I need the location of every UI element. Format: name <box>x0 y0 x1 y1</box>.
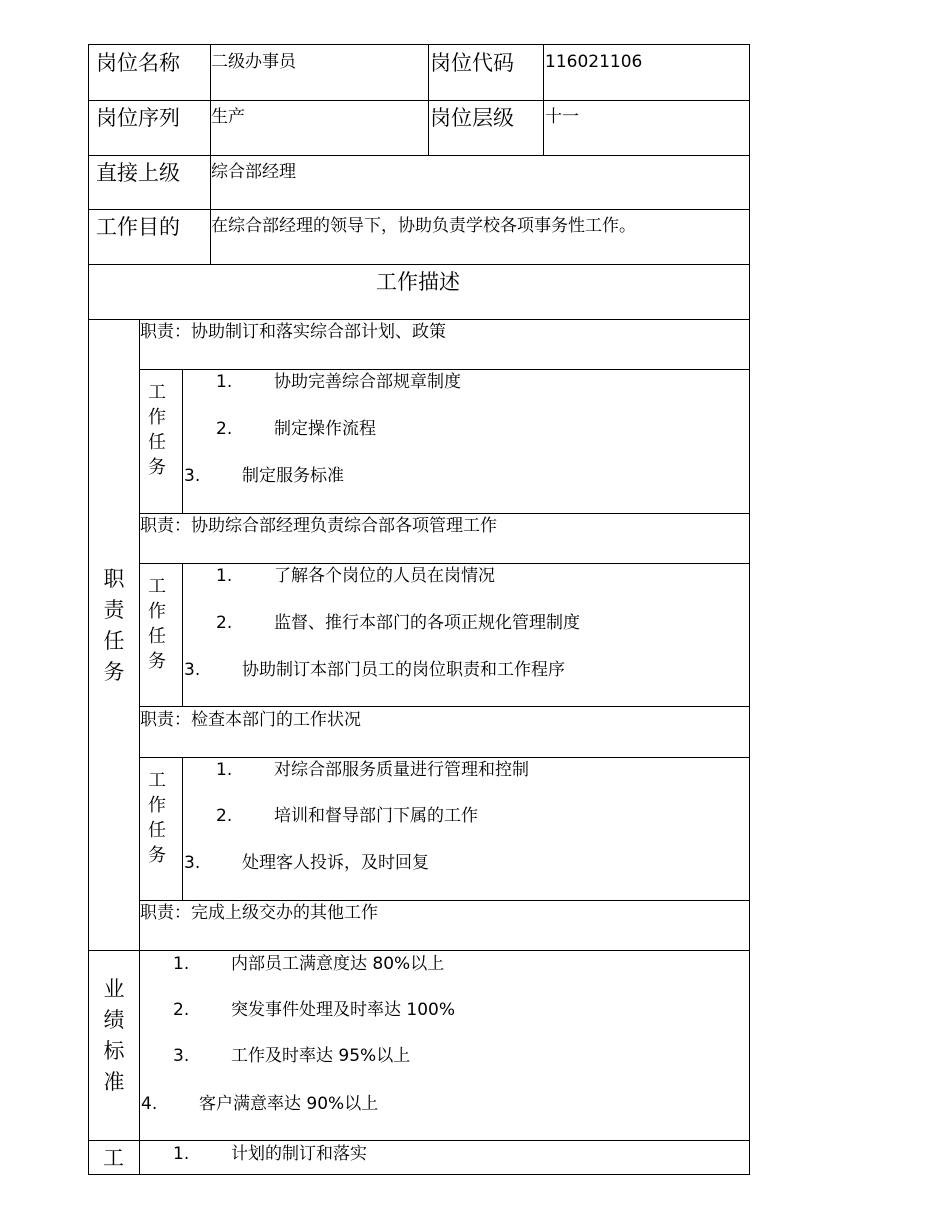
task-text: 制定操作流程 <box>274 419 376 439</box>
description-title: 工作描述 <box>376 270 460 294</box>
task-text: 协助完善综合部规章制度 <box>274 372 461 392</box>
task-text: 监督、推行本部门的各项正规化管理制度 <box>274 613 580 633</box>
task-number: 1. <box>216 372 233 392</box>
performance-text: 客户满意率达 90%以上 <box>199 1094 379 1114</box>
task-text: 制定服务标准 <box>242 466 344 486</box>
task-label: 工作任务 <box>148 382 166 478</box>
task-text: 处理客人投诉，及时回复 <box>242 853 429 873</box>
supervisor-value: 综合部经理 <box>211 162 296 182</box>
duties-label: 职责任务 <box>103 567 125 684</box>
task-number: 3. <box>184 853 201 873</box>
performance-text: 内部员工满意度达 80%以上 <box>231 954 445 974</box>
position-level-value: 十一 <box>545 107 579 127</box>
task-number: 2. <box>216 613 233 633</box>
supervisor-label: 直接上级 <box>96 161 180 185</box>
task-label: 工作任务 <box>148 576 166 672</box>
task-text: 对综合部服务质量进行管理和控制 <box>274 760 529 780</box>
task-number: 2. <box>216 806 233 826</box>
duty-title: 职责：协助综合部经理负责综合部各项管理工作 <box>140 516 497 536</box>
duty-title: 职责：协助制订和落实综合部计划、政策 <box>140 322 446 342</box>
position-code-label: 岗位代码 <box>430 51 514 75</box>
position-name-label: 岗位名称 <box>96 51 180 75</box>
position-code-value: 116021106 <box>545 52 643 72</box>
position-level-label: 岗位层级 <box>430 106 514 130</box>
task-number: 3. <box>184 466 201 486</box>
duty-title: 职责：检查本部门的工作状况 <box>140 710 361 730</box>
task-text: 培训和督导部门下属的工作 <box>274 806 478 826</box>
last-section-label: 工 <box>103 1146 124 1170</box>
last-section-number: 1. <box>173 1144 190 1164</box>
performance-number: 2. <box>173 1000 190 1020</box>
last-section-text: 计划的制订和落实 <box>231 1144 367 1164</box>
duty-title: 职责：完成上级交办的其他工作 <box>140 903 378 923</box>
performance-number: 1. <box>173 954 190 974</box>
task-label: 工作任务 <box>148 770 166 866</box>
performance-text: 工作及时率达 95%以上 <box>231 1046 411 1066</box>
task-number: 2. <box>216 419 233 439</box>
performance-text: 突发事件处理及时率达 100% <box>231 1000 456 1020</box>
performance-label: 业绩标准 <box>103 977 125 1094</box>
position-name-value: 二级办事员 <box>211 52 296 72</box>
performance-number: 4. <box>141 1094 158 1114</box>
task-text: 协助制订本部门员工的岗位职责和工作程序 <box>242 660 565 680</box>
purpose-value: 在综合部经理的领导下，协助负责学校各项事务性工作。 <box>211 216 636 236</box>
task-number: 3. <box>184 660 201 680</box>
task-text: 了解各个岗位的人员在岗情况 <box>274 566 495 586</box>
purpose-label: 工作目的 <box>96 215 180 239</box>
performance-number: 3. <box>173 1046 190 1066</box>
position-sequence-value: 生产 <box>211 107 245 127</box>
task-number: 1. <box>216 760 233 780</box>
position-sequence-label: 岗位序列 <box>96 106 180 130</box>
task-number: 1. <box>216 566 233 586</box>
